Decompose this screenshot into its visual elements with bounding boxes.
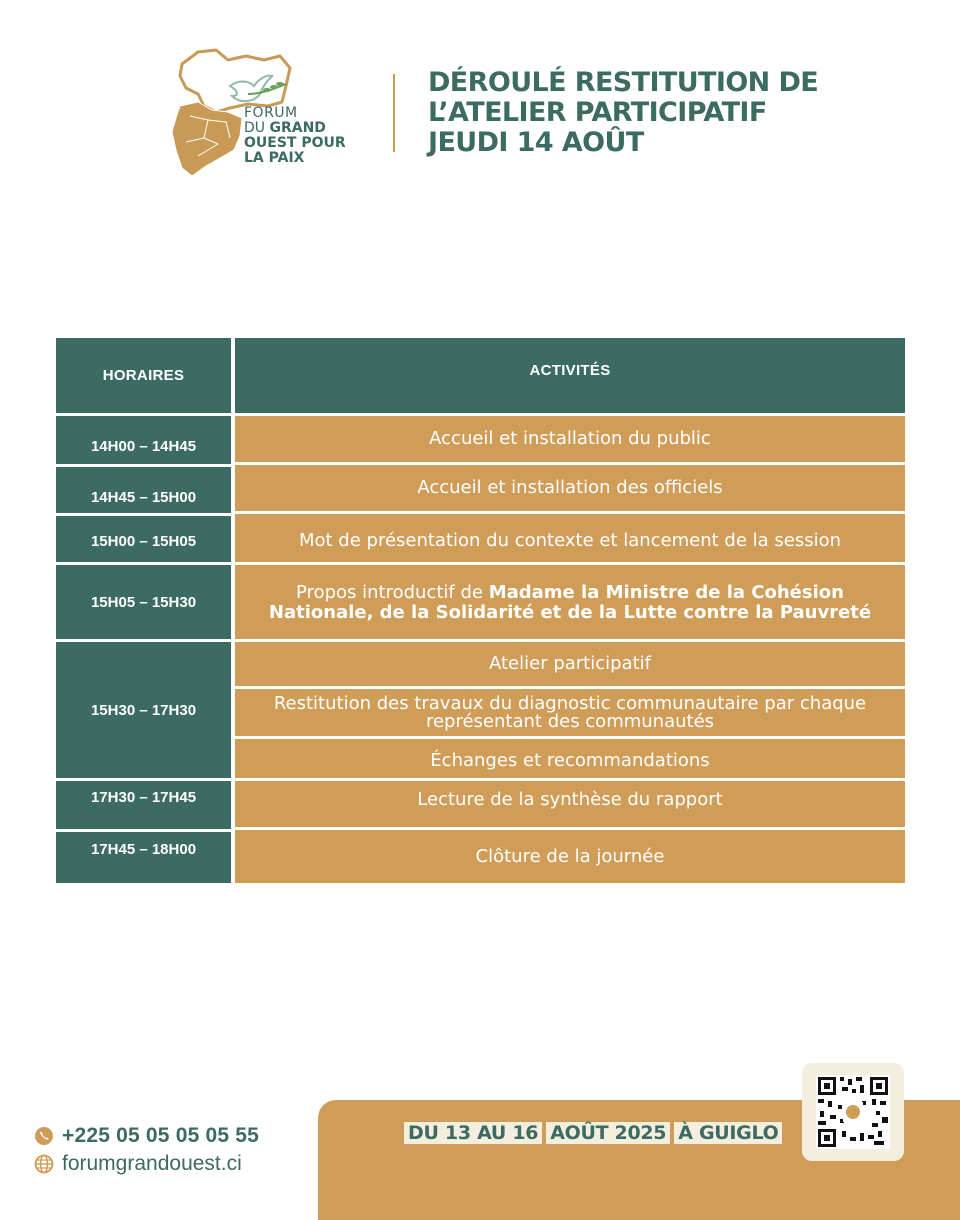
activity-cell: Atelier participatif: [235, 642, 905, 686]
logo-line-2b: GRAND: [269, 120, 326, 136]
logo-line-3: OUEST POUR: [244, 135, 346, 151]
location-chip: À GUIGLO: [674, 1122, 782, 1144]
time-cell: 15H30 – 17H30: [56, 642, 231, 778]
activity-cell: [235, 565, 905, 639]
logo-line-4: LA PAIX: [244, 150, 305, 166]
time-cell: 17H30 – 17H45: [56, 781, 231, 829]
qr-code-icon: [816, 1075, 890, 1149]
website-url: forumgrandouest.ci: [62, 1152, 242, 1175]
logo-line-2a: DU: [244, 120, 270, 136]
activity-cell: Lecture de la synthèse du rapport: [235, 781, 905, 827]
header-activites: ACTIVITÉS: [235, 338, 905, 413]
logo-line-1: FORUM: [244, 105, 298, 121]
time-cell: 17H45 – 18H00: [56, 832, 231, 883]
schedule-table: [56, 338, 905, 883]
phone-number: +225 05 05 05 05 55: [62, 1124, 260, 1147]
month-year-chip: AOÛT 2025: [546, 1122, 670, 1144]
website-contact[interactable]: [34, 1152, 242, 1176]
header-divider: [393, 74, 395, 152]
logo-wordmark: [244, 106, 374, 166]
forum-logo: [168, 46, 364, 182]
title-line-3: JEUDI 14 AOÛT: [428, 127, 644, 158]
activity-cell: Mot de présentation du contexte et lancement de la session: [235, 514, 905, 562]
activity-cell: Échanges et recommandations: [235, 739, 905, 778]
page-title: [428, 68, 928, 158]
time-cell: 15H00 – 15H05: [56, 516, 231, 562]
activity-cell: Restitution des travaux du diagnostic communautaire par chaque représentant des communautés: [235, 689, 905, 736]
title-line-1: DÉROULÉ RESTITUTION DE: [428, 67, 819, 98]
activity-cell: Accueil et installation des officiels: [235, 465, 905, 511]
qr-code-card[interactable]: [802, 1063, 904, 1161]
date-range-chip: DU 13 AU 16: [404, 1122, 542, 1144]
time-cell: 14H45 – 15H00: [56, 467, 231, 513]
activity-bold: Madame la Ministre de la Cohésion Nationale, de la Solidarité et de la Lutte contre la Pauvreté: [268, 582, 872, 623]
activity-cell: Clôture de la journée: [235, 830, 905, 883]
activity-cell: Accueil et installation du public: [235, 416, 905, 462]
logo-line-2: [244, 121, 374, 136]
header-horaires: HORAIRES: [56, 338, 231, 413]
phone-icon: [34, 1126, 54, 1146]
time-cell: 14H00 – 14H45: [56, 416, 231, 464]
title-line-2: L’ATELIER PARTICIPATIF: [428, 97, 767, 128]
event-dates: [404, 1122, 782, 1144]
globe-icon: [34, 1154, 54, 1174]
time-cell: 15H05 – 15H30: [56, 565, 231, 639]
activity-prefix: Propos introductif de: [296, 582, 489, 603]
phone-contact[interactable]: [34, 1124, 259, 1148]
